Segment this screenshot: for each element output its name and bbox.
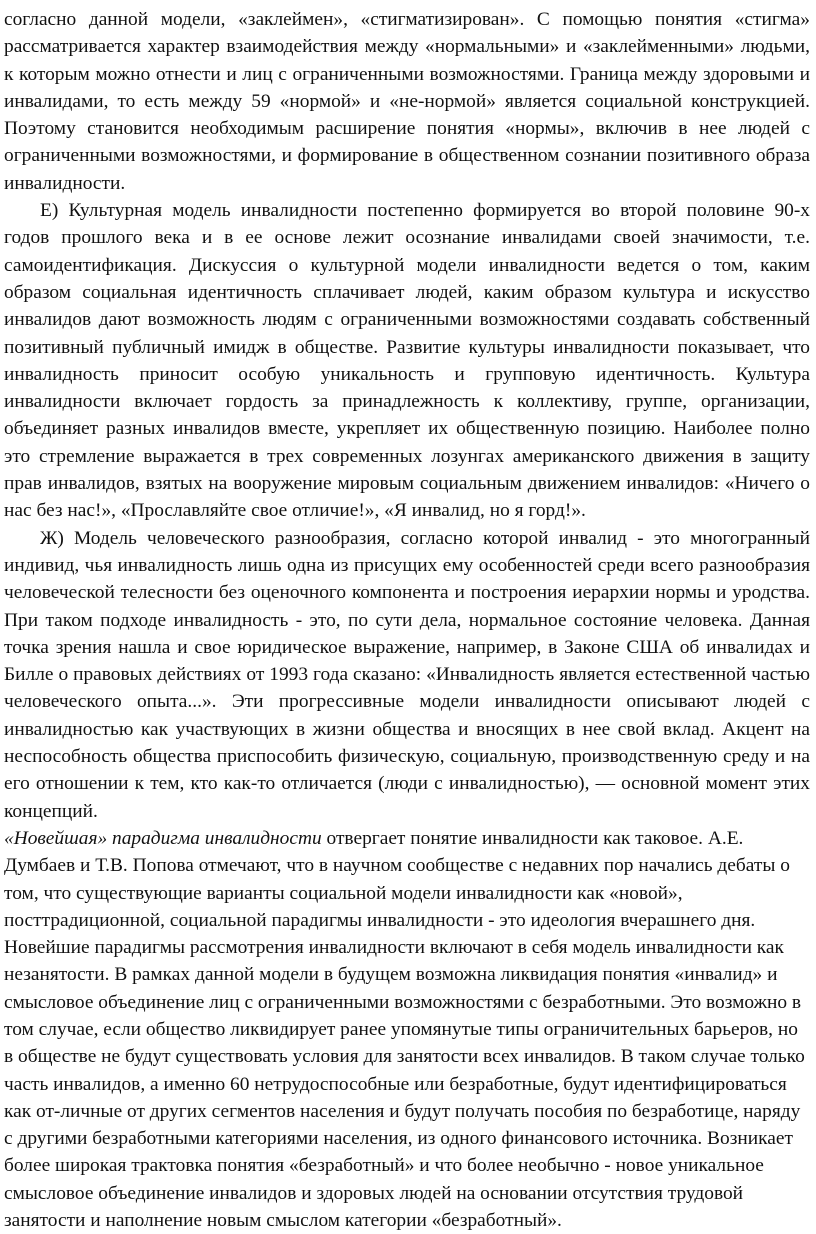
newest-paradigm-italic-lead: «Новейшая» парадигма инвалидности	[4, 827, 322, 849]
paragraph-human-diversity-model: Ж) Модель человеческого разнообразия, согласно которой инвалид - это многогранный индивид, чья инвалидность лишь одна из присущих ему особенностей среди всего разнообразия человеческой телесности без оценочного компонента и построения иерархии нормы и уродства. При таком подходе инвалидность - это, по сути дела, нормальное состояние человека. Данная точка зрения нашла и свое юридическое выражение, например, в Законе США об инвалидах и Билле о правовых действиях от 1993 года сказано: «Инвалидность является естественной частью человеческого опыта...». Эти прогрессивные модели инвалидности описывают людей с инвалидностью как участвующих в жизни общества и вносящих в нее свой вклад. Акцент на неспособность общества приспособить физическую, социальную, производственную среду и на его отношении к тем, кто как-то отличается (люди с инвалидностью), — основной момент этих концепций.	[4, 527, 810, 822]
paragraph-cultural-model: Е) Культурная модель инвалидности постепенно формируется во второй половине 90-х годов прошлого века и в ее основе лежит осознание инвалидами своей значимости, т.е. самоидентификация. Дискуссия о культурной модели инвалидности ведется о том, каким образом социальная идентичность сплачивает людей, каким образом культура и искусство инвалидов дают возможность людям с ограниченными возможностями создавать собственный позитивный публичный имидж в обществе. Развитие культуры инвалидности показывает, что инвалидность приносит особую уникальность и групповую идентичность. Культура инвалидности включает гордость за принадлежность к коллективу, группе, организации, объединяет разных инвалидов вместе, укрепляет их общественную позицию. Наиболее полно это стремление выражается в трех современных лозунгах американского движения в защиту прав инвалидов, взятых на вооружение мировым социальным движением инвалидов: «Ничего о нас без нас!», «Прославляйте свое отличие!», «Я инвалид, но я горд!».	[4, 200, 810, 522]
document-page	[4, 6, 810, 1234]
paragraph-newest-paradigm	[4, 825, 810, 1234]
paragraph-stigma-model: согласно данной модели, «заклеймен», «стигматизирован». С помощью понятия «стигма» рассматривается характер взаимодействия между «нормальными» и «заклейменными» людьми, к которым можно отнести и лиц с ограниченными возможностями. Граница между здоровыми и инвалидами, то есть между 59 «нормой» и «не-нормой» является социальной конструкцией. Поэтому становится необходимым расширение понятия «нормы», включив в нее людей с ограниченными возможностями, и формирование в общественном сознании позитивного образа инвалидности.	[4, 9, 810, 194]
newest-paradigm-body: отвергает понятие инвалидности как таковое. А.Е. Думбаев и Т.В. Попова отмечают, что в научном сообществе с недавних пор начались дебаты о том, что существующие варианты социальной модели инвалидности как «новой», посттрадиционной, социальной парадигмы инвалидности - это идеология вчерашнего дня. Новейшие парадигмы рассмотрения инвалидности включают в себя модель инвалидности как незанятости. В рамках данной модели в будущем возможна ликвидация понятия «инвалид» и смысловое объединение лиц с ограниченными возможностями с безработными. Это возможно в том случае, если общество ликвидирует ранее упомянутые типы ограничительных барьеров, но в обществе не будут существовать условия для занятости всех инвалидов. В таком случае только часть инвалидов, а именно 60 нетрудоспособные или безработные, будут идентифицироваться как от-личные от других сегментов населения и будут получать пособия по безработице, наряду с другими безработными категориями населения, из одного финансового источника. Возникает более широкая трактовка понятия «безработный» и что более необычно - новое уникальное смысловое объединение инвалидов и здоровых людей на основании отсутствия трудовой занятости и наполнение новым смыслом категории «безработный».	[4, 827, 805, 1232]
